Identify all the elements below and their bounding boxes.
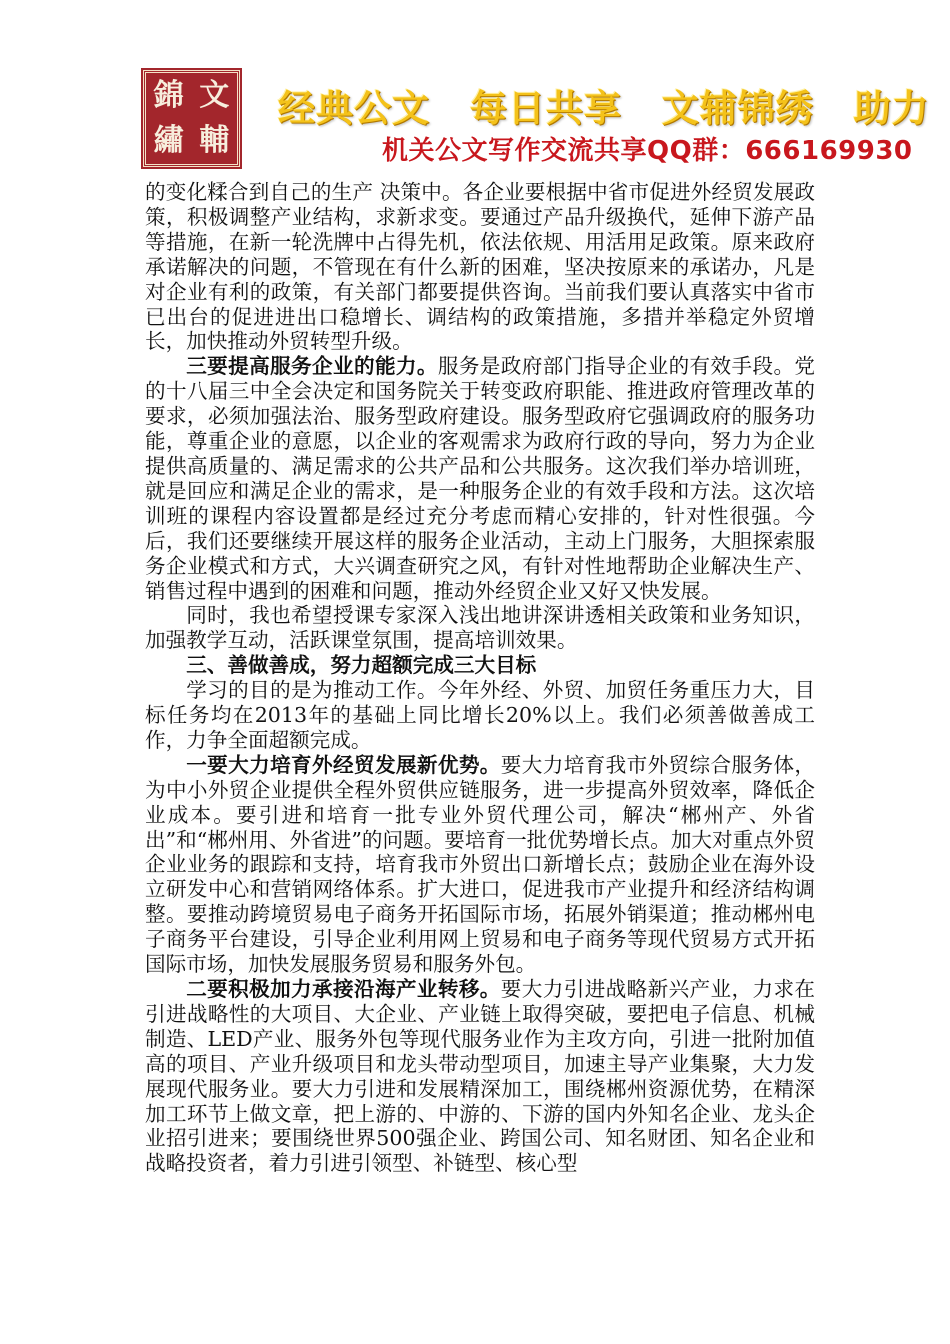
slogan-part: 每日共享: [469, 87, 622, 130]
paragraph-lead: 一要大力培育外经贸发展新优势。: [186, 752, 501, 777]
slogan-part: 文辅锦绣: [661, 87, 814, 130]
seal-char: 繡: [153, 123, 184, 159]
seal-logo: [143, 70, 240, 167]
paragraph-lead: 三要提高服务企业的能力。: [186, 354, 438, 379]
seal-char: 錦: [153, 77, 184, 113]
page-header: [0, 0, 950, 178]
paragraph-lead: 二要积极加力承接沿海产业转移。: [186, 977, 501, 1001]
slogan-part: 经典公文: [278, 87, 430, 130]
header-slogan: [278, 78, 950, 132]
seal-char: 輔: [199, 123, 230, 159]
paragraph: [145, 977, 815, 1176]
paragraph: 同时，我也希望授课专家深入浅出地讲深讲透相关政策和业务知识，加强教学互动，活跃课堂氛围，提高培训效果。: [145, 603, 815, 653]
paragraph-text: 要大力引进战略新兴产业，力求在引进战略性的大项目、大企业、产业链上取得突破，要把电子信息、机械制造、LED产业、服务外包等现代服务业作为主攻方向，引进一批附加值高的项目、产业升级项目和龙头带动型项目，加速主导产业集聚，大力发展现代服务业。要大力引进和发展精深加工，围绕郴州资源优势，在精深加工环节上做文章，把上游的、中游的、下游的国内外知名企业、龙头企业招引进来；要围绕世界500强企业、跨国公司、知名财团、知名企业和战略投资者，着力引进引领型、补链型、核心型: [145, 977, 816, 1176]
document-body: [145, 180, 815, 1176]
paragraph-text: 要大力培育我市外贸综合服务体，为中小外贸企业提供全程外贸供应链服务，进一步提高外贸效率，降低企业成本。要引进和培育一批专业外贸代理公司，解决“郴州产、外省出”和“郴州用、外省进”的问题。要培育一批优势增长点。加大对重点外贸企业业务的跟踪和支持，培育我市外贸出口新增长点；鼓励企业在海外设立研发中心和营销网络体系。扩大进口，促进我市产业提升和经济结构调整。要推动跨境贸易电子商务开拓国际市场，拓展外销渠道；推动郴州电子商务平台建设，引导企业利用网上贸易和电子商务等现代贸易方式开拓国际市场，加快发展服务贸易和服务外包。: [145, 752, 816, 977]
paragraph-text: 服务是政府部门指导企业的有效手段。党的十八届三中全会决定和国务院关于转变政府职能、推进政府管理改革的要求，必须加强法治、服务型政府建设。服务型政府它强调政府的服务功能，尊重企业的意愿，以企业的客观需求为政府行政的导向，努力为企业提供高质量的、满足需求的公共产品和公共服务。这次我们举办培训班，就是回应和满足企业的需求，是一种服务企业的有效手段和方法。这次培训班的课程内容设置都是经过充分考虑而精心安排的，针对性很强。今后，我们还要继续开展这样的服务企业活动，主动上门服务，大胆探索服务企业模式和方式，大兴调查研究之风，有针对性地帮助企业解决生产、销售过程中遇到的困难和问题，推动外经贸企业又好又快发展。: [145, 354, 816, 603]
slogan-part: 助力: [853, 87, 930, 130]
qq-group-line: 机关公文写作交流共享QQ群：666169930: [382, 136, 913, 166]
seal-char: 文: [199, 77, 230, 113]
paragraph: 的变化糅合到自己的生产 决策中。各企业要根据中省市促进外经贸发展政策，积极调整产业结构，求新求变。要通过产品升级换代，延伸下游产品等措施，在新一轮洗牌中占得先机，依法依规、用活用足政策。原来政府承诺解决的问题，不管现在有什么新的困难，坚决按原来的承诺办，凡是对企业有利的政策，有关部门都要提供咨询。当前我们要认真落实中省市已出台的促进进出口稳增长、调结构的政策措施，多措并举稳定外贸增长，加快推动外贸转型升级。: [145, 180, 815, 354]
paragraph: 学习的目的是为推动工作。今年外经、外贸、加贸任务重压力大，目标任务均在2013年的基础上同比增长20%以上。我们必须善做善成工作，力争全面超额完成。: [145, 678, 815, 752]
paragraph: [145, 354, 815, 603]
section-heading: 三、善做善成，努力超额完成三大目标: [186, 653, 537, 678]
paragraph: [145, 753, 815, 977]
